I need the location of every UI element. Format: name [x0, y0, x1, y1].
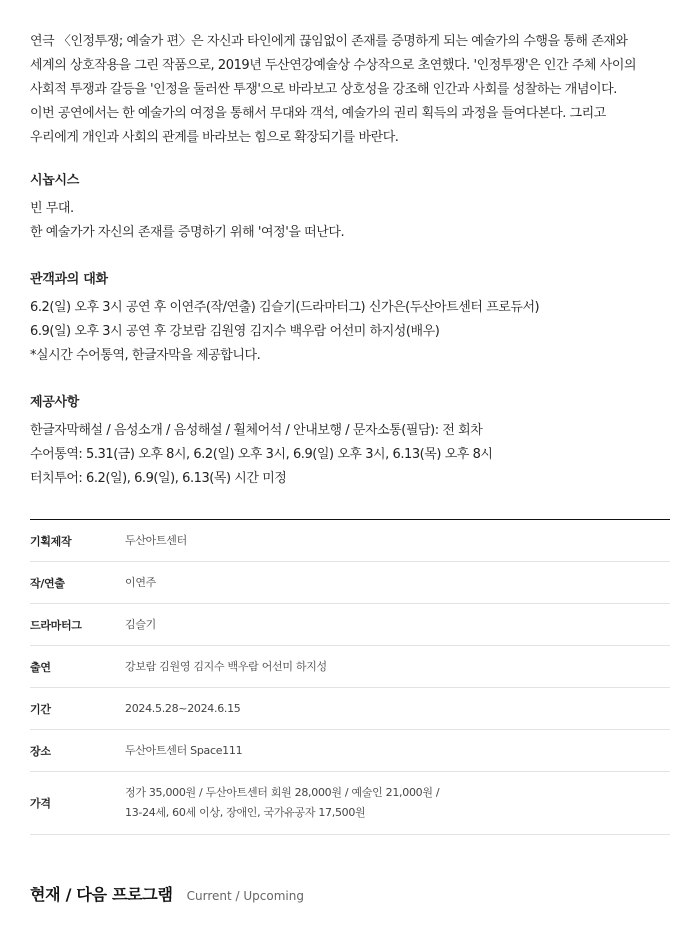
info-label: 출연 [30, 660, 51, 674]
info-label: 작/연출 [30, 576, 65, 590]
synopsis-line: 빈 무대. [30, 201, 74, 216]
info-value: 두산아트센터 [125, 533, 187, 547]
intro-line: 이번 공연에서는 한 예술가의 여정을 통해서 무대와 객석, 예술가의 권리 획득의 과정을 들여다본다. 그리고 [30, 106, 606, 121]
info-value: 이연주 [125, 575, 156, 589]
program-title: 현재 / 다음 프로그램 [30, 885, 173, 904]
program-subtitle: Current / Upcoming [186, 889, 304, 903]
accessibility-line: 터치투어: 6.2(일), 6.9(일), 6.13(목) 시간 미정 [30, 471, 287, 486]
info-row-venue [30, 730, 670, 772]
intro-text [30, 30, 670, 150]
audience-talk-section [30, 271, 670, 368]
info-value: 2024.5.28~2024.6.15 [125, 701, 241, 715]
info-row-price [30, 772, 670, 835]
program-section-header [30, 882, 304, 905]
price-line: 정가 35,000원 / 두산아트센터 회원 28,000원 / 예술인 21,000원 / [125, 786, 440, 799]
audience-talk-title: 관객과의 대화 [30, 272, 108, 287]
info-value: 두산아트센터 Space111 [125, 743, 243, 757]
info-row-writer-director [30, 562, 670, 604]
accessibility-line: 수어통역: 5.31(금) 오후 8시, 6.2(일) 오후 3시, 6.9(일) 오후 3시, 6.13(목) 오후 8시 [30, 447, 493, 462]
audience-talk-line: 6.9(일) 오후 3시 공연 후 강보람 김원영 김지수 백우람 어선미 하지성(배우) [30, 324, 440, 339]
info-row-cast [30, 646, 670, 688]
info-label: 드라마터그 [30, 618, 82, 632]
info-label: 장소 [30, 744, 51, 758]
intro-line: 우리에게 개인과 사회의 관계를 바라보는 힘으로 확장되기를 바란다. [30, 130, 399, 145]
info-row-dramaturg [30, 604, 670, 646]
intro-line: 세계의 상호작용을 그린 작품으로, 2019년 두산연강예술상 수상작으로 초연했다. '인정투쟁'은 인간 주체 사이의 [30, 58, 637, 73]
info-row-period [30, 688, 670, 730]
accessibility-title: 제공사항 [30, 395, 80, 410]
info-value: 김슬기 [125, 617, 156, 631]
audience-talk-note: *실시간 수어통역, 한글자막을 제공합니다. [30, 348, 261, 363]
info-label: 가격 [30, 797, 51, 810]
synopsis-title: 시놉시스 [30, 173, 80, 188]
synopsis-line: 한 예술가가 자신의 존재를 증명하기 위해 '여정'을 떠난다. [30, 225, 345, 240]
info-label: 기간 [30, 702, 51, 716]
performance-description [30, 30, 670, 491]
performance-info-table [30, 519, 670, 835]
info-row-producer [30, 520, 670, 562]
audience-talk-line: 6.2(일) 오후 3시 공연 후 이연주(작/연출) 김슬기(드라마터그) 신가은(두산아트센터 프로듀서) [30, 300, 540, 315]
price-line: 13-24세, 60세 이상, 장애인, 국가유공자 17,500원 [125, 806, 366, 819]
accessibility-line: 한글자막해설 / 음성소개 / 음성해설 / 휠체어석 / 안내보행 / 문자소통(필담): 전 회차 [30, 423, 483, 438]
info-value: 강보람 김원영 김지수 백우람 어선미 하지성 [125, 659, 327, 673]
info-value [125, 783, 670, 823]
accessibility-section [30, 394, 670, 491]
intro-line: 연극 〈인정투쟁; 예술가 편〉은 자신과 타인에게 끊임없이 존재를 증명하게 되는 예술가의 수행을 통해 존재와 [30, 34, 628, 49]
intro-line: 사회적 투쟁과 갈등을 '인정을 둘러싼 투쟁'으로 바라보고 상호성을 강조해 인간과 사회를 성찰하는 개념이다. [30, 82, 617, 97]
synopsis-section [30, 172, 670, 245]
info-label: 기획제작 [30, 534, 72, 548]
